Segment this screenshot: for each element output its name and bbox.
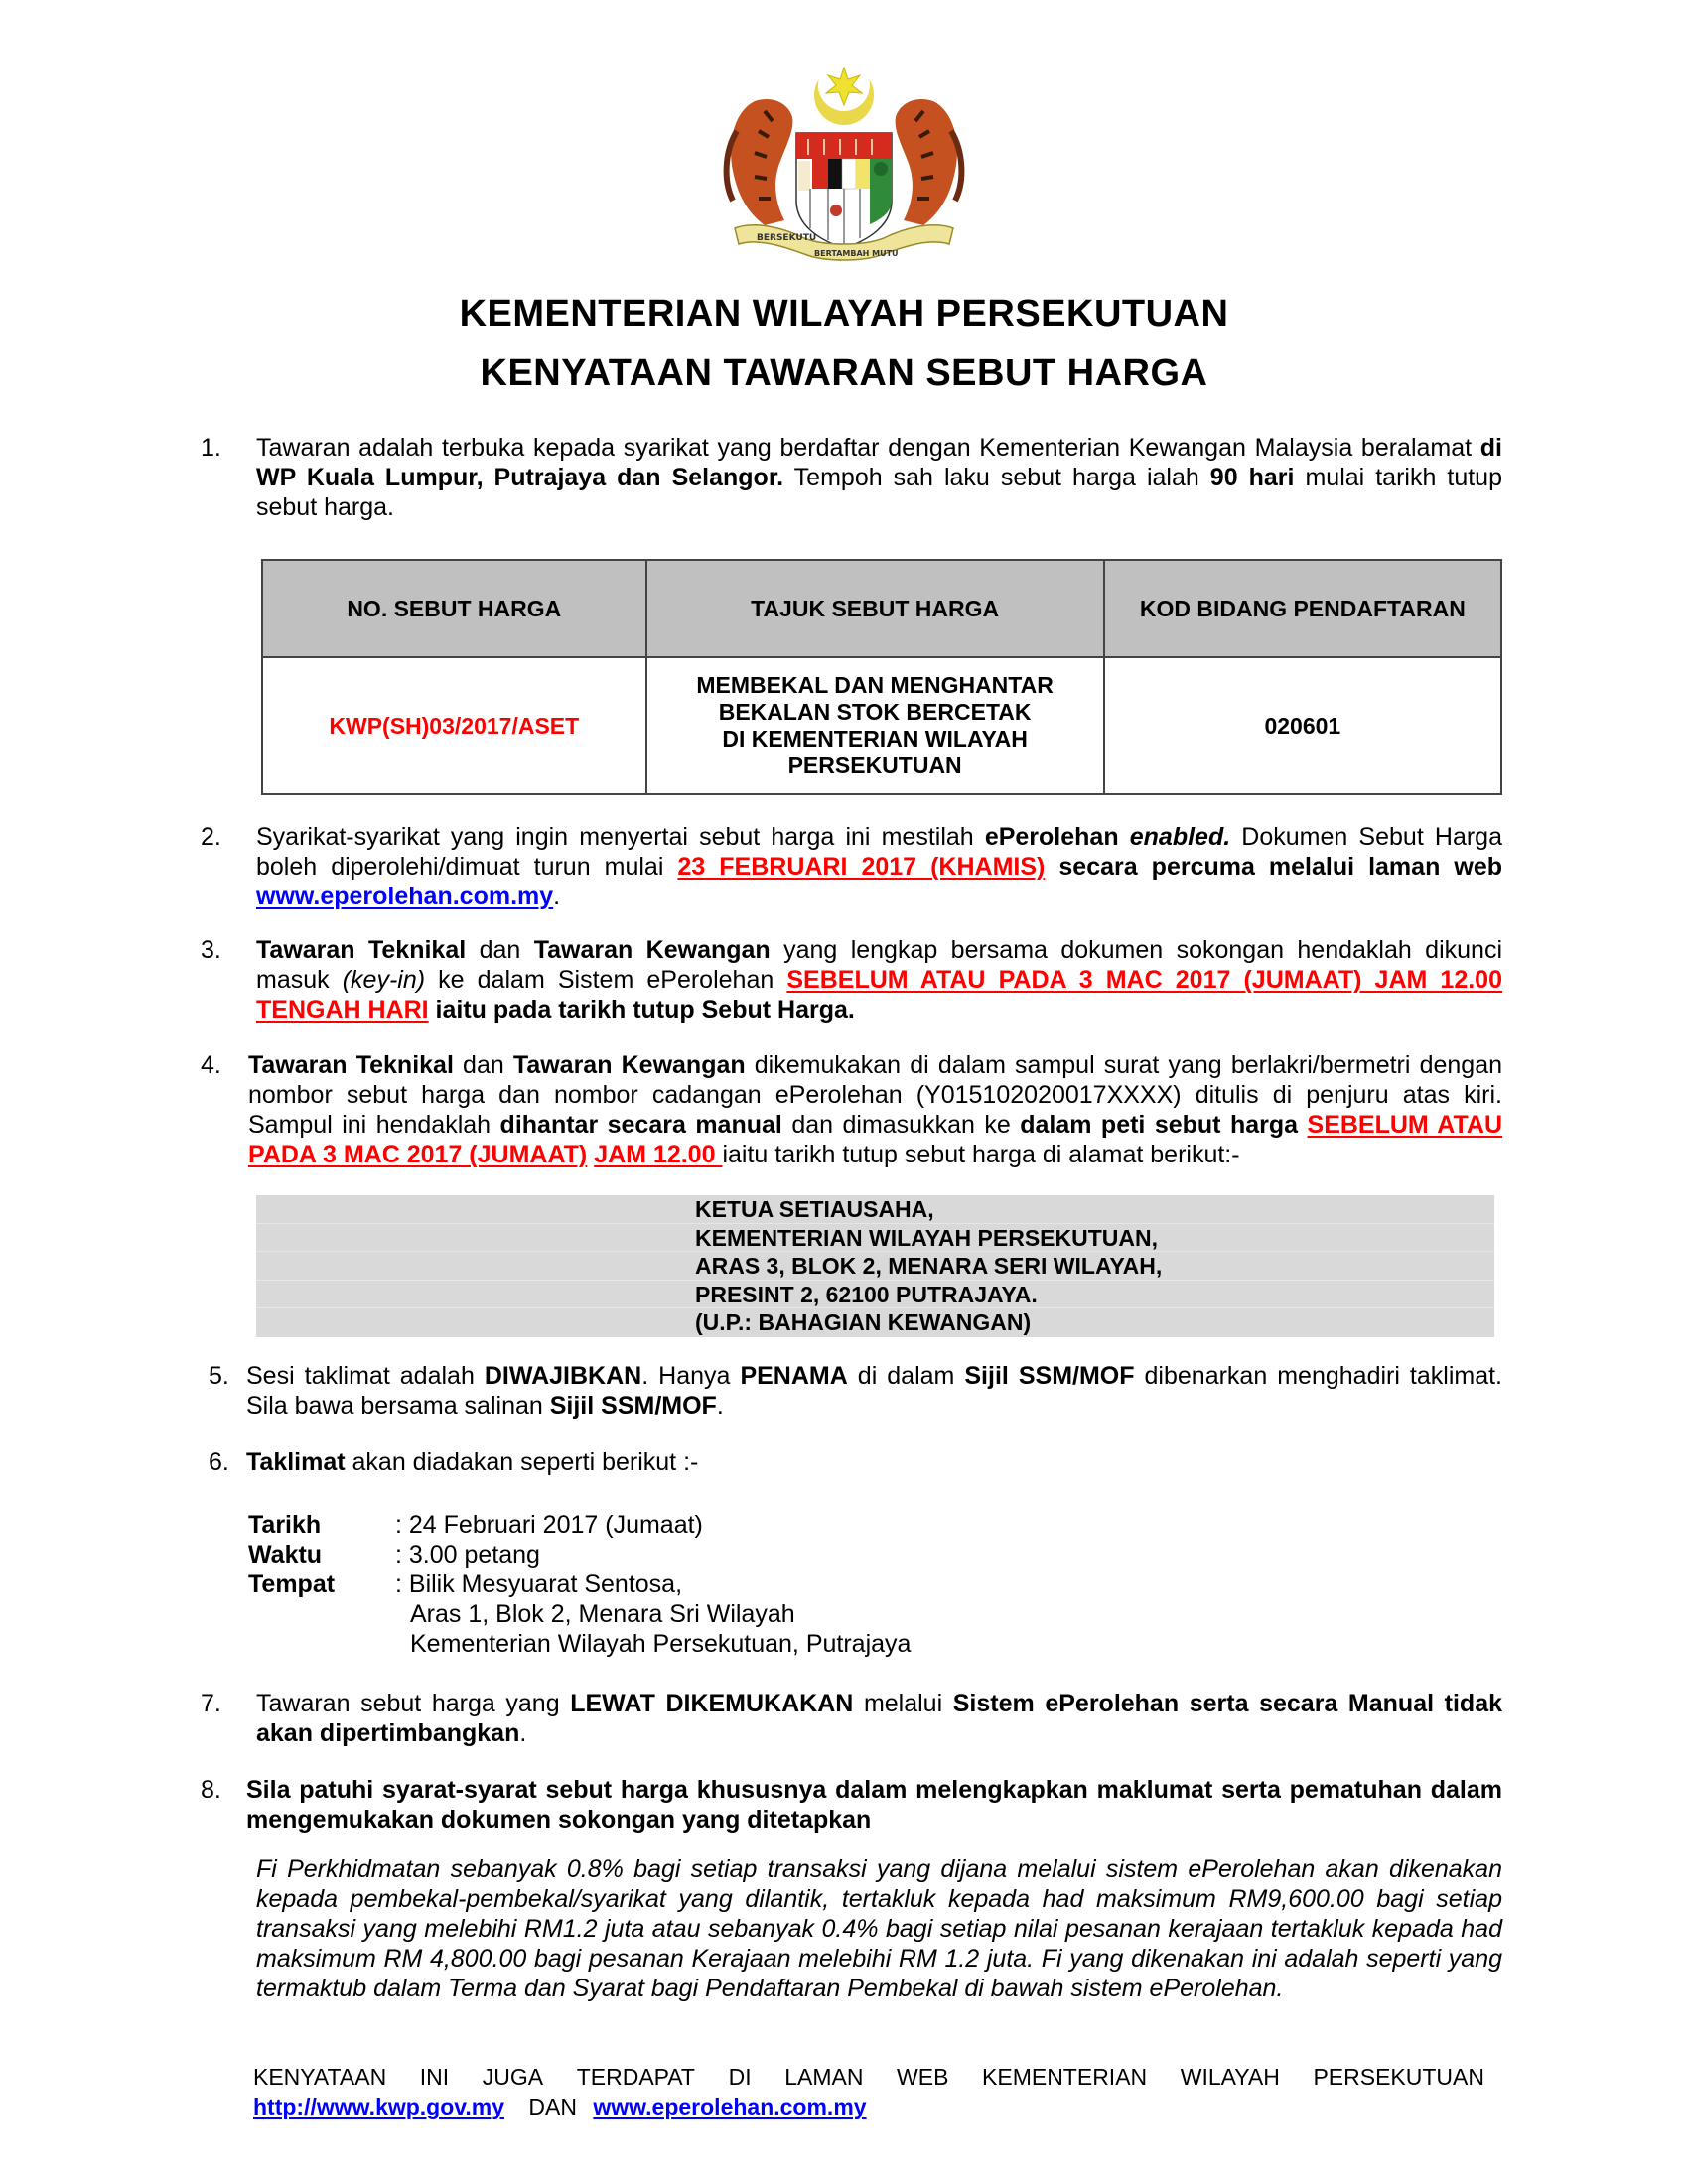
paragraph-3: Tawaran Teknikal dan Tawaran Kewangan yang lengkap bersama dokumen sokongan hendaklah dikunci masuk (key-in) ke dalam Sistem ePerolehan SEBELUM ATAU PADA 3 MAC 2017 (JUMAAT) JAM 12.00 TENGAH HARI iaitu pada tarikh tutup Sebut Harga. [256,936,1502,1024]
malaysia-coat-of-arms-icon [715,62,973,270]
document-title: KENYATAAN TAWARAN SEBUT HARGA [480,352,1208,394]
address-line: KEMENTERIAN WILAYAH PERSEKUTUAN, [256,1224,1494,1253]
kwp-website-link[interactable]: http://www.kwp.gov.my [253,2094,504,2119]
address-line: (U.P.: BAHAGIAN KEWANGAN) [695,1309,1032,1336]
quotation-title: MEMBEKAL DAN MENGHANTAR BEKALAN STOK BERCETAK DI KEMENTERIAN WILAYAH PERSEKUTUAN [646,657,1104,794]
paragraph-number-1: 1. [201,434,221,462]
registration-code: 020601 [1104,657,1501,794]
tempat-line-2: Aras 1, Blok 2, Menara Sri Wilayah [410,1600,795,1628]
waktu-value: : 3.00 petang [395,1541,540,1569]
eperolehan-link[interactable]: www.eperolehan.com.my [256,883,554,910]
ministry-title: KEMENTERIAN WILAYAH PERSEKUTUAN [459,293,1229,335]
service-fee-note: Fi Perkhidmatan sebanyak 0.8% bagi setiap transaksi yang dijana melalui sistem ePerolehan akan dikenakan kepada pembekal-pembekal/syarikat yang dilantik, tertakluk kepada had maksimum RM9,600.00 bagi setiap transaksi yang melebihi RM1.2 juta atau sebanyak 0.4% bagi setiap nilai pesanan kerajaan tertakluk kepada had maksimum RM 4,800.00 bagi pesanan Kerajaan melebihi RM 1.2 juta. Fi yang dikenakan ini adalah seperti yang termaktub dalam Terma dan Syarat bagi Pendaftaran Pembekal di bawah sistem ePerolehan. [256,1855,1502,2002]
tempat-value: : Bilik Mesyuarat Sentosa, [395,1570,683,1598]
footer-links: http://www.kwp.gov.my DAN www.eperolehan.com.my [253,2094,867,2119]
paragraph-number-6: 6. [209,1448,229,1476]
manual-deadline: SEBELUM ATAU PADA 3 MAC 2017 (JUMAAT) [248,1111,1502,1168]
quotation-number: KWP(SH)03/2017/ASET [262,657,646,794]
paragraph-number-2: 2. [201,823,221,851]
paragraph-4: Tawaran Teknikal dan Tawaran Kewangan dikemukakan di dalam sampul surat yang berlakri/bermetri dengan nombor sebut harga dan nombor cadangan ePerolehan (Y015102020017XXXX) ditulis di penjuru atas kiri. Sampul ini hendaklah dihantar secara manual dan dimasukkan ke dalam peti sebut harga SEBELUM ATAU PADA 3 MAC 2017 (JUMAAT) JAM 12.00 iaitu tarikh tutup sebut harga di alamat berikut:- [248,1051,1502,1168]
paragraph-7: Tawaran sebut harga yang LEWAT DIKEMUKAKAN melalui Sistem ePerolehan serta secara Manual tidak akan dipertimbangkan. [256,1690,1502,1747]
motto-bottom: BERTAMBAH MUTU [814,249,899,258]
column-header-no: NO. SEBUT HARGA [262,560,646,657]
tarikh-label: Tarikh [248,1511,322,1539]
tempat-label: Tempat [248,1570,336,1598]
paragraph-number-7: 7. [201,1690,221,1717]
paragraph-1: Tawaran adalah terbuka kepada syarikat yang berdaftar dengan Kementerian Kewangan Malaysia beralamat di WP Kuala Lumpur, Putrajaya dan Selangor. Tempoh sah laku sebut harga ialah 90 hari mulai tarikh tutup sebut harga. [256,434,1502,521]
waktu-label: Waktu [248,1541,323,1569]
paragraph-number-5: 5. [209,1362,229,1390]
tarikh-value: : 24 Februari 2017 (Jumaat) [395,1511,703,1539]
paragraph-2: Syarikat-syarikat yang ingin menyertai sebut harga ini mestilah ePerolehan enabled. Dokumen Sebut Harga boleh diperolehi/dimuat turun mulai 23 FEBRUARI 2017 (KHAMIS) secara percuma melalui laman web www.eperolehan.com.my. [256,823,1502,910]
submission-address-box [256,1195,1494,1337]
motto-left: BERSEKUTU [757,233,817,243]
paragraph-number-4: 4. [201,1051,221,1079]
paragraph-5: Sesi taklimat adalah DIWAJIBKAN. Hanya PENAMA di dalam Sijil SSM/MOF dibenarkan menghadiri taklimat. Sila bawa bersama salinan Sijil SSM/MOF. [246,1362,1503,1420]
download-date: 23 FEBRUARI 2017 (KHAMIS) [677,853,1046,881]
paragraph-number-8: 8. [201,1776,221,1804]
paragraph-6: Taklimat akan diadakan seperti berikut :- [246,1448,699,1476]
eperolehan-footer-link[interactable]: www.eperolehan.com.my [593,2094,867,2119]
address-line: ARAS 3, BLOK 2, MENARA SERI WILAYAH, [256,1252,1494,1281]
footer-statement: KENYATAAN INI JUGA TERDAPAT DI LAMAN WEB KEMENTERIAN WILAYAH PERSEKUTUAN [253,2064,1484,2090]
tempat-line-3: Kementerian Wilayah Persekutuan, Putrajaya [410,1630,912,1658]
paragraph-8: Sila patuhi syarat-syarat sebut harga khususnya dalam melengkapkan maklumat serta pematuhan dalam mengemukakan dokumen sokongan yang ditetapkan [246,1776,1502,1834]
quotation-table [261,559,1502,795]
table-row [262,657,1501,794]
column-header-tajuk: TAJUK SEBUT HARGA [646,560,1104,657]
closing-deadline: SEBELUM ATAU PADA 3 MAC 2017 (JUMAAT) JAM 12.00 TENGAH HARI [256,966,1502,1024]
table-header-row [262,560,1501,657]
paragraph-number-3: 3. [201,936,221,964]
address-line: PRESINT 2, 62100 PUTRAJAYA. [256,1281,1494,1309]
manual-deadline-time: JAM 12.00 [594,1141,723,1168]
address-line: KETUA SETIAUSAHA, [256,1195,1494,1224]
column-header-kod: KOD BIDANG PENDAFTARAN [1104,560,1501,657]
